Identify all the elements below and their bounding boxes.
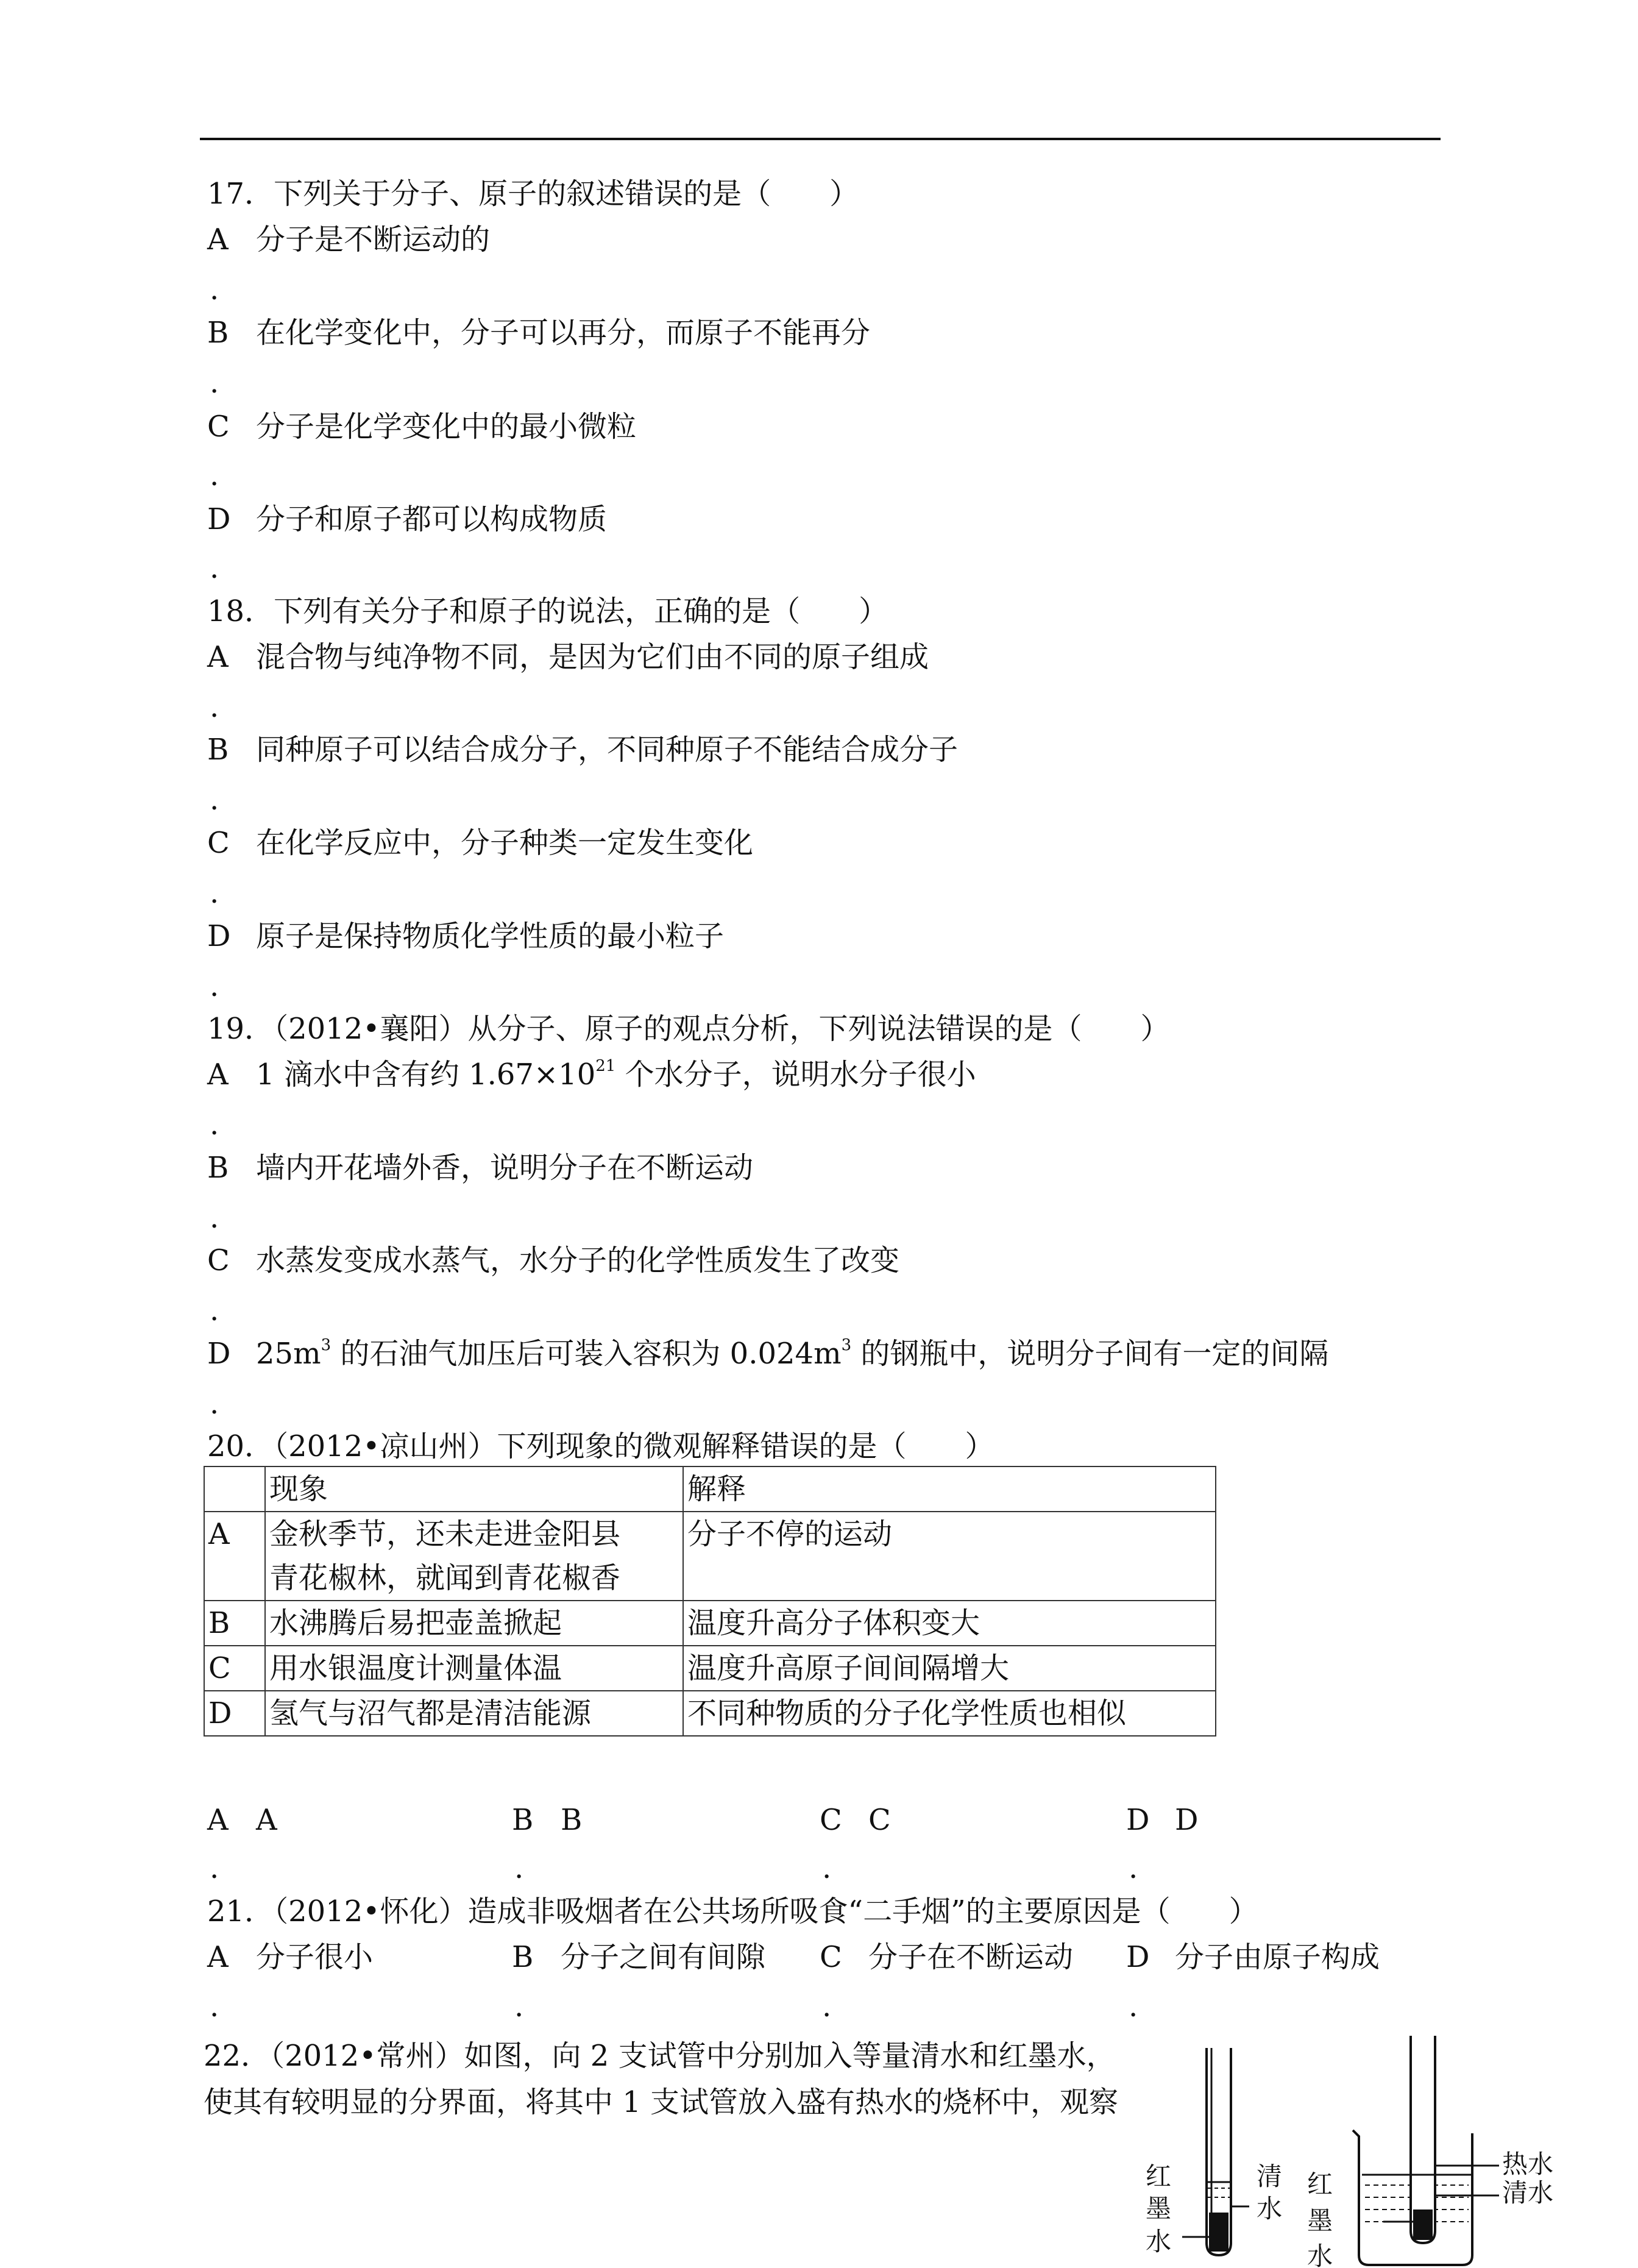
- option-dot: .: [210, 1387, 219, 1421]
- q17-stem: 17．下列关于分子、原子的叙述错误的是（ ）: [207, 177, 859, 211]
- table-row: [204, 1601, 1216, 1646]
- q19-stem: 19．（2012•襄阳）从分子、原子的观点分析，下列说法错误的是（ ）: [207, 1012, 1170, 1046]
- option-dot: .: [1129, 1851, 1138, 1885]
- option-dot: .: [210, 1107, 219, 1142]
- option-dot: .: [514, 1851, 524, 1885]
- option-dot: .: [210, 876, 219, 910]
- left-test-tube: [1182, 2048, 1249, 2255]
- q19-option-c: C 水蒸发变成水蒸气，水分子的化学性质发生了改变: [207, 1243, 900, 1278]
- option-dot: .: [210, 1851, 219, 1885]
- q18-stem: 18．下列有关分子和原子的说法，正确的是（ ）: [207, 594, 888, 628]
- q20-choice-a: A A: [207, 1803, 277, 1837]
- q20-table: [204, 1466, 1216, 1737]
- q21-choice-c: C 分子在不断运动: [820, 1940, 1074, 1974]
- label-red-ink: 红: [1146, 2161, 1172, 2191]
- table-cell: 氢气与沼气都是清洁能源: [265, 1691, 683, 1736]
- table-header-cell: 现象: [265, 1466, 683, 1512]
- q21-choice-b: B 分子之间有间隙: [512, 1940, 766, 1974]
- q18-option-c: C 在化学反应中，分子种类一定发生变化: [207, 826, 754, 860]
- q17-option-c: C 分子是化学变化中的最小微粒: [207, 410, 637, 444]
- table-cell: 分子不停的运动: [683, 1512, 1216, 1601]
- table-cell: C: [204, 1646, 265, 1691]
- table-cell: 不同种物质的分子化学性质也相似: [683, 1691, 1216, 1736]
- test-tube-figure: [1121, 2036, 1566, 2268]
- table-cell: B: [204, 1601, 265, 1646]
- q17-option-d: D 分子和原子都可以构成物质: [207, 502, 608, 536]
- table-row: [204, 1512, 1216, 1601]
- label-hot-water: 热水: [1502, 2149, 1554, 2179]
- option-dot: .: [822, 1989, 832, 2024]
- label-red-ink-2: 墨: [1307, 2206, 1333, 2236]
- q19-option-d: D $25m^3$ 的石油气加压后可装入容积为 $0.024m^3$ 的钢瓶中，说明分子间有一定的间隔: [207, 1336, 1329, 1371]
- table-header-row: [204, 1466, 1216, 1512]
- option-dot: .: [210, 551, 219, 585]
- table-cell: 温度升高原子间间隔增大: [683, 1646, 1216, 1691]
- option-dot: .: [822, 1851, 832, 1885]
- label-red-ink-2: 水: [1307, 2241, 1333, 2268]
- q21-stem: 21．（2012•怀化）造成非吸烟者在公共场所吸食“二手烟”的主要原因是（ ）: [207, 1894, 1258, 1929]
- table-cell: D: [204, 1691, 265, 1736]
- label-clear-water: 清: [1257, 2161, 1283, 2191]
- q18-option-a: A 混合物与纯净物不同，是因为它们由不同的原子组成: [207, 640, 929, 674]
- q20-stem: 20．（2012•凉山州）下列现象的微观解释错误的是（ ）: [207, 1429, 994, 1463]
- table-cell: A: [204, 1512, 265, 1601]
- table-header-cell: 解释: [683, 1466, 1216, 1512]
- q20-choice-c: C C: [820, 1803, 891, 1837]
- q21-choice-d: D 分子由原子构成: [1126, 1940, 1380, 1974]
- option-dot: .: [210, 1293, 219, 1328]
- q20-choice-b: B B: [512, 1803, 583, 1837]
- table-cell: 用水银温度计测量体温: [265, 1646, 683, 1691]
- option-dot: .: [1129, 1989, 1138, 2024]
- q17-option-a: A 分子是不断运动的: [207, 222, 491, 257]
- table-cell: 水沸腾后易把壶盖掀起: [265, 1601, 683, 1646]
- q21-choice-a: A 分子很小: [207, 1940, 374, 1974]
- option-dot: .: [210, 1201, 219, 1235]
- q18-option-d: D 原子是保持物质化学性质的最小粒子: [207, 919, 725, 953]
- option-dot: .: [210, 690, 219, 724]
- red-ink-layer: [1209, 2213, 1228, 2252]
- q17-option-b: B 在化学变化中，分子可以再分，而原子不能再分: [207, 316, 871, 350]
- header-rule: [200, 138, 1441, 140]
- beaker-with-tube: [1353, 2036, 1499, 2265]
- label-clear-water: 水: [1257, 2194, 1283, 2224]
- label-red-ink: 水: [1146, 2227, 1172, 2256]
- option-dot: .: [514, 1989, 524, 2024]
- label-red-ink: 墨: [1146, 2194, 1172, 2224]
- q22-stem: 22．（2012•常州）如图，向 2 支试管中分别加入等量清水和红墨水，使其有较明显的分界面，将其中 1 支试管放入盛有热水的烧杯中，观察: [204, 2039, 1119, 2119]
- table-row: [204, 1646, 1216, 1691]
- q20-choice-d: D D: [1126, 1803, 1199, 1837]
- table-cell: 温度升高分子体积变大: [683, 1601, 1216, 1646]
- q18-option-b: B 同种原子可以结合成分子，不同种原子不能结合成分子: [207, 733, 959, 767]
- q19-option-a: A 1 滴水中含有约 $1.67\times 10^{21}$ 个水分子，说明水分子很小: [207, 1057, 976, 1092]
- red-ink-layer: [1413, 2209, 1433, 2240]
- label-red-ink-2: 红: [1307, 2169, 1333, 2199]
- table-row: [204, 1691, 1216, 1736]
- option-dot: .: [210, 783, 219, 817]
- option-dot: .: [210, 272, 219, 307]
- table-cell: 金秋季节，还未走进金阳县 青花椒林，就闻到青花椒香: [265, 1512, 683, 1601]
- option-dot: .: [210, 969, 219, 1003]
- option-dot: .: [210, 458, 219, 492]
- table-header-cell: [204, 1466, 265, 1512]
- option-dot: .: [210, 1989, 219, 2024]
- option-dot: .: [210, 366, 219, 400]
- q19-option-b: B 墙内开花墙外香，说明分子在不断运动: [207, 1151, 754, 1185]
- label-clear-water-2: 清水: [1502, 2178, 1554, 2208]
